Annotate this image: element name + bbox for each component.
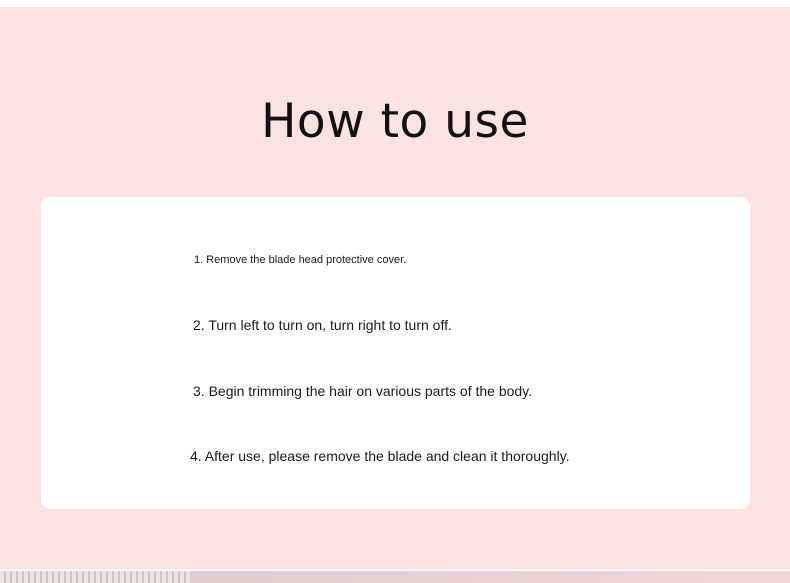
instruction-step-3: 3. Begin trimming the hair on various parts of the body. (193, 383, 533, 399)
instruction-step-1: 1. Remove the blade head protective cover. (194, 254, 407, 266)
instruction-step-2: 2. Turn left to turn on, turn right to turn off. (193, 317, 452, 333)
instructions-card (41, 197, 750, 509)
instruction-step-4: 4. After use, please remove the blade and clean it thoroughly. (190, 448, 570, 464)
bottom-stripe-pattern (0, 571, 190, 583)
page-title: How to use (261, 94, 529, 149)
